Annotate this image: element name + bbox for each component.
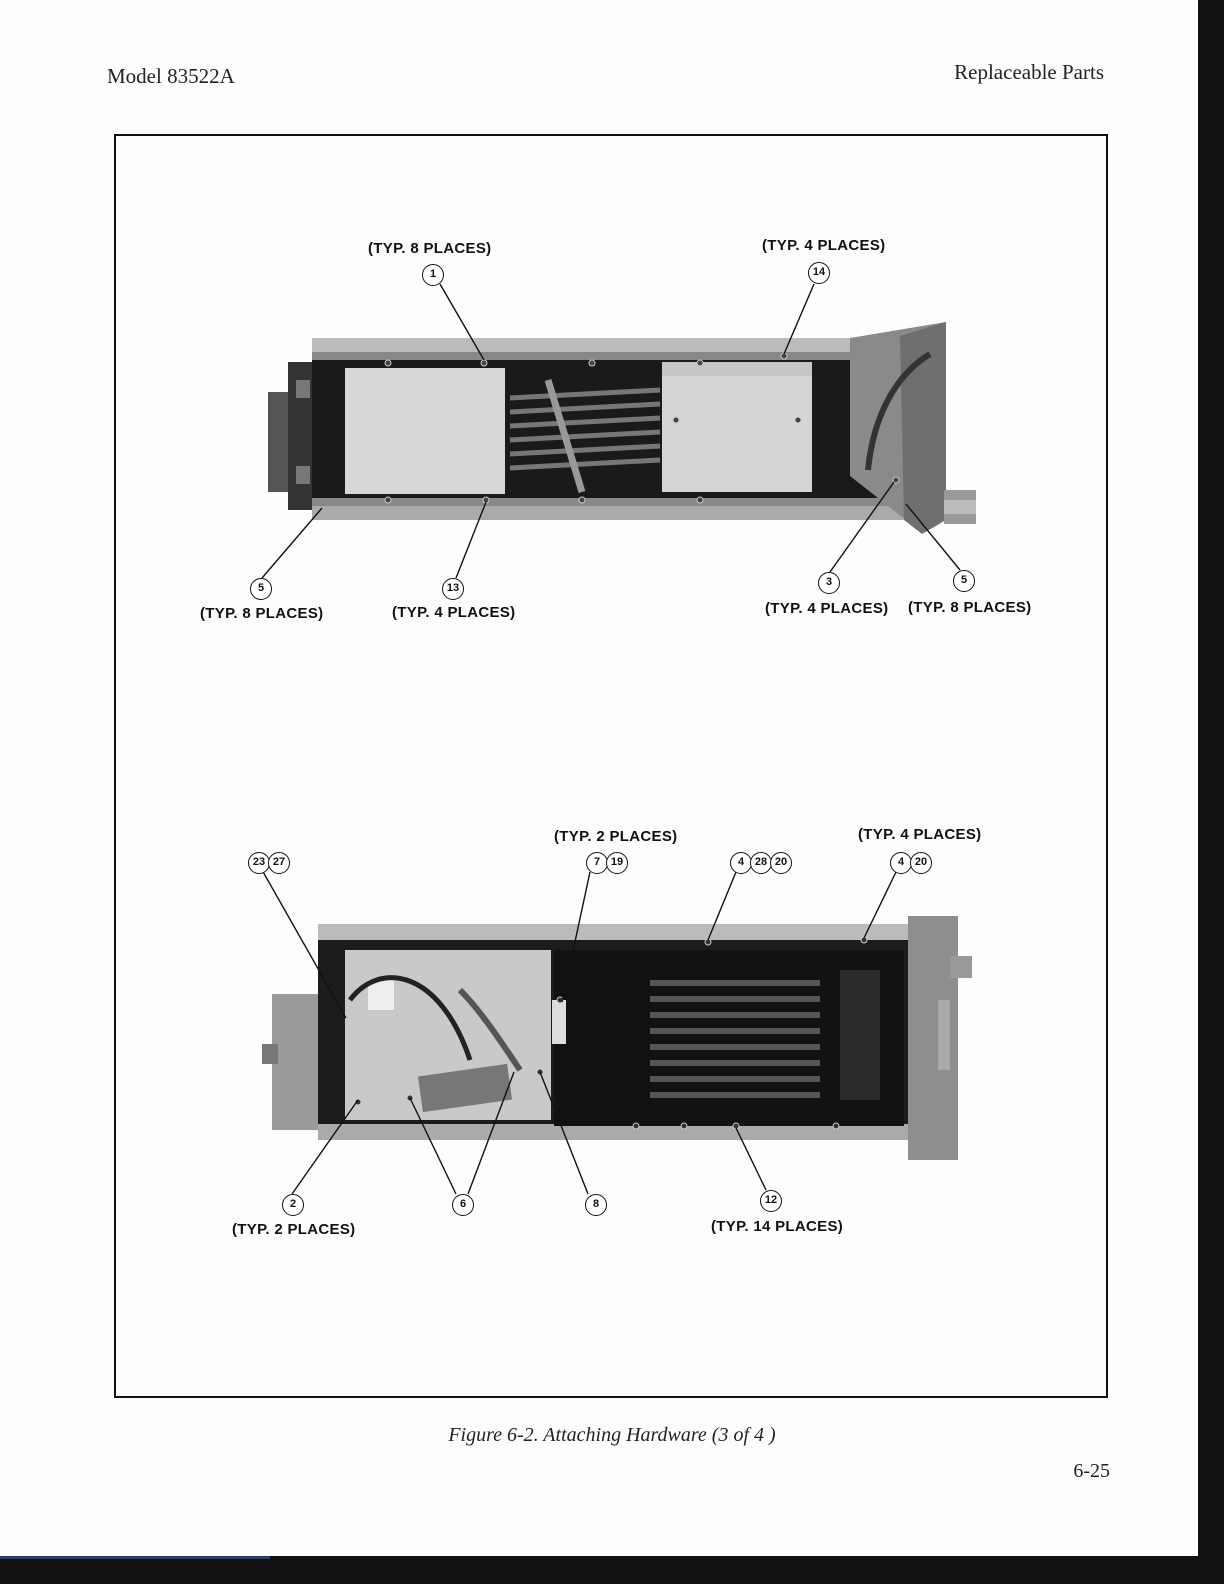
top-unit-photo xyxy=(268,322,976,534)
label-typ-8-places-top: (TYP. 8 PLACES) xyxy=(368,240,492,257)
callout-7: 7 xyxy=(586,852,608,874)
callout-3: 3 xyxy=(818,572,840,594)
label-typ-4-places-bottom-center: (TYP. 4 PLACES) xyxy=(392,604,516,621)
callout-5-left: 5 xyxy=(250,578,272,600)
callout-8: 8 xyxy=(585,1194,607,1216)
callout-5-right: 5 xyxy=(953,570,975,592)
callout-20-a: 20 xyxy=(770,852,792,874)
label-typ-14-places: (TYP. 14 PLACES) xyxy=(711,1218,844,1235)
callout-20-b: 20 xyxy=(910,852,932,874)
figure-caption: Figure 6-2. Attaching Hardware (3 of 4 ) xyxy=(448,1424,776,1446)
callout-12: 12 xyxy=(760,1190,782,1212)
callout-27: 27 xyxy=(268,852,290,874)
label-typ-2-places-bottom: (TYP. 2 PLACES) xyxy=(232,1221,356,1238)
bottom-unit-photo xyxy=(262,916,972,1160)
callout-1: 1 xyxy=(422,264,444,286)
label-typ-8-places-bottom-left: (TYP. 8 PLACES) xyxy=(200,605,324,622)
header-model: Model 83522A xyxy=(107,64,235,88)
callout-14: 14 xyxy=(808,262,830,284)
header-section: Replaceable Parts xyxy=(954,60,1104,84)
page-number: 6-25 xyxy=(1073,1460,1110,1482)
callout-28: 28 xyxy=(750,852,772,874)
callout-4-a: 4 xyxy=(730,852,752,874)
label-typ-2-places-top: (TYP. 2 PLACES) xyxy=(554,828,678,845)
label-typ-4-places-bottom-right: (TYP. 4 PLACES) xyxy=(765,600,889,617)
label-typ-4-places-top: (TYP. 4 PLACES) xyxy=(762,237,886,254)
label-typ-4-places-top-right: (TYP. 4 PLACES) xyxy=(858,826,982,843)
callout-13: 13 xyxy=(442,578,464,600)
callout-4-b: 4 xyxy=(890,852,912,874)
callout-6: 6 xyxy=(452,1194,474,1216)
callout-23: 23 xyxy=(248,852,270,874)
callout-19: 19 xyxy=(606,852,628,874)
label-typ-8-places-bottom-right: (TYP. 8 PLACES) xyxy=(908,599,1032,616)
callout-2: 2 xyxy=(282,1194,304,1216)
